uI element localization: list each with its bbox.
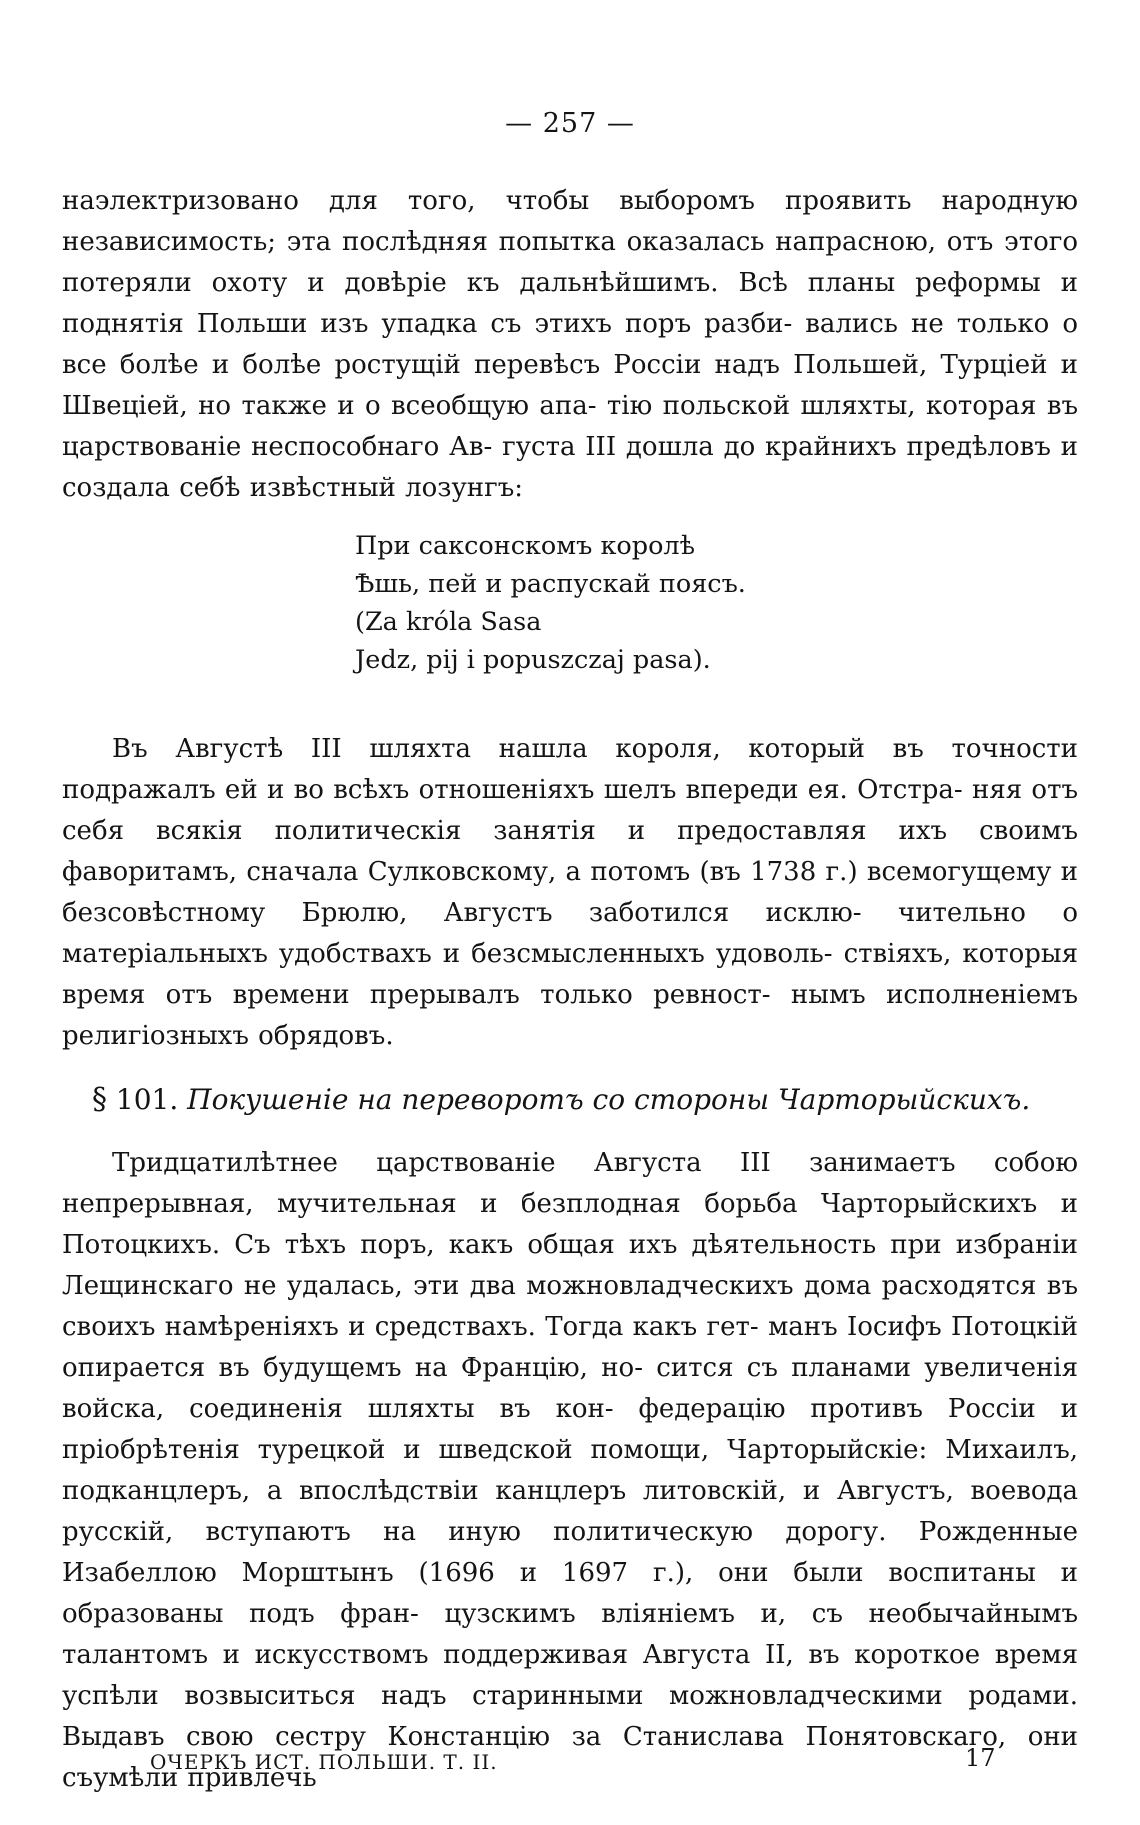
- text-line: избраніи Лещинскаго не удалась, эти два можновладческихъ дома: [62, 1230, 1079, 1301]
- text-line: лозунгъ:: [405, 473, 524, 503]
- text-line: надъ Польшей, Турціей и Швеціей, но также и о всеобщую апа-: [62, 350, 1078, 421]
- text-line: няя отъ себя всякія политическія занятія и предоставляя ихъ: [62, 775, 1079, 846]
- text-line: чительно о матеріальныхъ удобствахъ и безсмысленныхъ удоволь-: [62, 898, 1078, 969]
- text-line: наэлектризовано для того, чтобы выборомъ проявить народную: [62, 186, 1078, 216]
- text-line: густа III дошла до крайнихъ предѣловъ и создала себѣ извѣстный: [62, 432, 1079, 503]
- paragraph-3: [62, 1143, 1078, 1799]
- text-line: федерацію противъ Россіи и пріобрѣтенія турецкой и шведской: [62, 1394, 1078, 1465]
- text-line: нымъ исполненіемъ религіозныхъ обрядовъ.: [62, 980, 1078, 1051]
- sheet-signature: ОЧЕРКЪ ИСТ. ПОЛЬШИ. Т. II.: [150, 1750, 498, 1774]
- section-number: 101.: [115, 1083, 179, 1116]
- text-line: и Потоцкихъ. Съ тѣхъ поръ, какъ общая ихъ дѣятельность при: [62, 1189, 1079, 1260]
- paragraph-2-text: [62, 729, 1078, 1057]
- text-line: своимъ фаворитамъ, сначала Сулковскому, а потомъ (въ 1738 г.): [62, 816, 1079, 887]
- text-line: помощи, Чарторыйскіе: Михаилъ, подканцлеръ, а впослѣдствіи: [62, 1435, 1079, 1506]
- verse-line: Jedz, pij i popuszczaj pasa).: [355, 645, 711, 675]
- text-line: Въ Августѣ III шляхта нашла короля, который въ точности: [112, 734, 1078, 764]
- text-line: манъ Іосифъ Потоцкій опирается въ будущемъ на Францію, но-: [62, 1312, 1079, 1383]
- page-number: — 257 —: [505, 108, 635, 139]
- text-line: сится съ планами увеличенія войска, соединенія шляхты въ кон-: [62, 1353, 1079, 1424]
- text-line: (1696 и 1697 г.), они были воспитаны и образованы подъ фран-: [62, 1558, 1078, 1629]
- text-line: вались не только о все болѣе и болѣе ростущій перевѣсъ Россіи: [62, 309, 1079, 380]
- text-line: Тридцатилѣтнее царствованіе Августа III занимаетъ собою: [112, 1148, 1078, 1178]
- paragraph-1-text: [62, 181, 1078, 509]
- verse-line: Ѣшь, пей и распускай поясъ.: [355, 569, 746, 599]
- text-line: цузскимъ вліяніемъ и, съ необычайнымъ талантомъ и искусствомъ: [62, 1599, 1079, 1670]
- text-line: тію польской шляхты, которая въ царствованіе неспособнаго Ав-: [62, 391, 1078, 462]
- paragraph-2: [62, 729, 1078, 1057]
- text-line: Констанцію за Станислава Понятовскаго, они съумѣли привлечь: [62, 1722, 1079, 1793]
- verse-line: (Za króla Sasa: [355, 607, 542, 637]
- text-line: непрерывная, мучительная и безплодная борьба Чарторыйскихъ: [62, 1189, 1038, 1219]
- text-line: поддерживая Августа II, въ короткое время успѣли возвыситься: [62, 1640, 1078, 1711]
- paragraph-1: [62, 181, 1078, 509]
- text-line: подражалъ ей и во всѣхъ отношеніяхъ шелъ впереди ея. Отстра-: [62, 775, 963, 805]
- text-line: расходятся въ своихъ намѣреніяхъ и средствахъ. Тогда какъ гет-: [62, 1271, 1078, 1342]
- text-line: надъ старинными можновладческими родами. Выдавъ свою сестру: [62, 1681, 1078, 1752]
- text-line: иную политическую дорогу. Рожденные Изабеллою Морштынъ: [62, 1517, 1078, 1588]
- text-line: независимость; эта послѣдняя попытка оказалась напрасною, отъ: [62, 227, 994, 257]
- sheet-number: 17: [965, 1744, 996, 1772]
- text-line: всемогущему и безсовѣстному Брюлю, Августъ заботился исклю-: [62, 857, 1079, 928]
- section-title: Покушеніе на переворотъ со стороны Чарторыйскихъ.: [187, 1083, 1031, 1116]
- text-line: канцлеръ литовскій, и Августъ, воевода русскій, вступаютъ на: [62, 1476, 1079, 1547]
- text-line: реформы и поднятія Польши изъ упадка съ этихъ поръ разби-: [62, 268, 1078, 339]
- verse-line: При саксонскомъ королѣ: [355, 531, 695, 561]
- text-line: этого потеряли охоту и довѣріе къ дальнѣйшимъ. Всѣ планы: [62, 227, 1079, 298]
- section-heading: [92, 1082, 1030, 1117]
- section-sign: §: [92, 1082, 107, 1117]
- text-line: ствіяхъ, которыя время отъ времени прерывалъ только ревност-: [62, 939, 1079, 1010]
- paragraph-3-text: [62, 1143, 1078, 1799]
- verse-quote: [355, 527, 746, 679]
